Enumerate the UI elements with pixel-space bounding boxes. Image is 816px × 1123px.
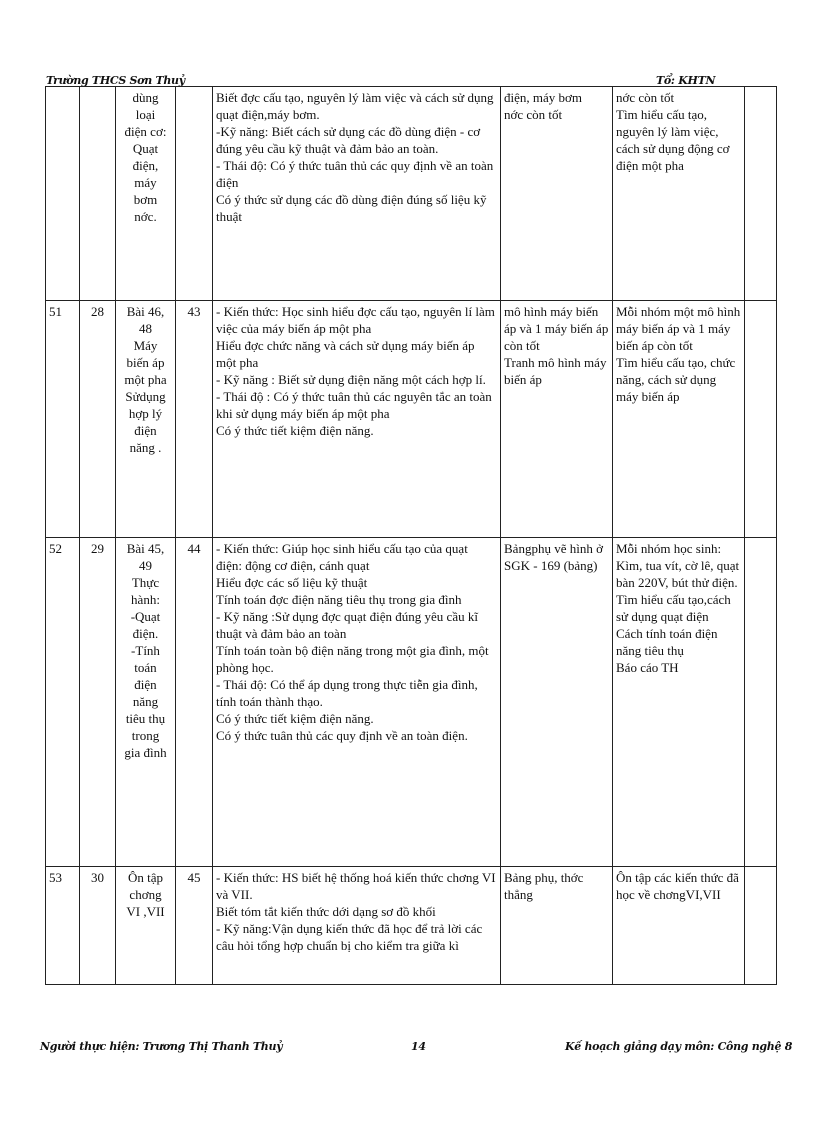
student-prep-line: Tìm hiểu cấu tạo,cách sử dụng quạt điện [616,592,731,624]
lesson-title-line: Máy [133,338,158,353]
period-number: 45 [187,870,201,885]
teacher-prep-line: Tranh mô hình máy biến áp [504,355,607,387]
requirement-line: Có ý thức tiết kiệm điện năng. [216,711,374,726]
student-prep-line: Ôn tập các kiến thức đã học về chơngVI,VII [616,870,739,902]
notes-cell [745,301,777,538]
lesson-title-line: năng . [129,440,162,455]
row-number-cell [46,301,80,538]
requirement-line: Có ý thức tiết kiệm điện năng. [216,423,374,438]
student-prep-cell [613,87,745,301]
requirement-line: Biết đợc cấu tạo, nguyên lý làm việc và cách sử dụng quạt điện,máy bơm. [216,90,494,122]
requirements-cell [213,538,501,867]
student-prep-line: Báo cáo TH [616,660,679,675]
student-prep-cell [613,867,745,985]
week-cell [80,87,116,301]
lesson-title-line: Sửdụng [125,389,166,404]
lesson-title-line: nớc. [134,209,157,224]
requirement-line: - Thái độ: Có thể áp dụng trong thực tiễn gia đình, tính toán thành thạo. [216,677,478,709]
lesson-title-line: -Quạt [130,609,161,624]
requirement-line: Hiểu đợc các số liệu kỹ thuật [216,575,368,590]
notes-cell [745,87,777,301]
week-cell [80,538,116,867]
lesson-title-line: Ôn tập [127,870,164,885]
lesson-title-line: năng [132,694,159,709]
notes-cell [745,867,777,985]
row-number: 51 [49,304,62,319]
page-number: 14 [411,1040,426,1053]
lesson-title-line: 49 [139,558,152,573]
notes-cell [745,538,777,867]
requirement-line: - Kỹ năng : Biết sử dụng điện năng một cách hợp lí. [216,372,486,387]
lesson-title-line: điện cơ: [124,124,167,139]
requirement-line: Tính toán đợc điện năng tiêu thụ trong gia đình [216,592,462,607]
requirement-line: Biết tóm tắt kiến thức dới dạng sơ đồ khối [216,904,436,919]
requirement-line: - Kiến thức: HS biết hệ thống hoá kiến thức chơng VI và VII. [216,870,496,902]
lesson-title-line: điện [134,423,157,438]
table-row [46,867,777,985]
requirement-line: - Kiến thức: Giúp học sinh hiểu cấu tạo của quạt điện: động cơ điện, cánh quạt [216,541,468,573]
lesson-title-cell [116,538,176,867]
lesson-title-line: gia đình [124,745,167,760]
requirements-cell [213,867,501,985]
teacher-prep-cell [501,301,613,538]
requirement-line: - Kỹ năng:Vận dụng kiến thức đã học để trả lời các câu hỏi tổng hợp chuẩn bị cho kiểm tra giữa kì [216,921,483,953]
lesson-title-line: tiêu thụ [125,711,166,726]
lesson-title-line: điện [134,677,157,692]
table-row [46,538,777,867]
teacher-prep-cell [501,87,613,301]
period-cell [176,538,213,867]
requirement-line: Tính toán toàn bộ điện năng trong một gia đình, một phòng học. [216,643,489,675]
lesson-title-line: toán [134,660,157,675]
header-department: Tổ: KHTN [656,74,716,87]
requirement-line: Có ý thức tuân thủ các quy định về an toàn điện. [216,728,468,743]
teacher-prep-cell [501,867,613,985]
lesson-title-line: loại [135,107,156,122]
teacher-prep-line: Bảng phụ, thớc thẳng [504,870,584,902]
student-prep-cell [613,538,745,867]
week-cell [80,301,116,538]
lesson-title-line: bơm [133,192,158,207]
lesson-title-line: chơng [129,887,162,902]
lesson-title-line: điện. [132,626,159,641]
lesson-title-cell [116,301,176,538]
lesson-title-line: một pha [124,372,167,387]
lesson-title-line: biến áp [126,355,165,370]
table-row [46,87,777,301]
requirement-line: - Kỹ năng :Sử dụng đợc quạt điện đúng yêu cầu kĩ thuật và đảm bảo an toàn [216,609,478,641]
lesson-plan-table [45,86,777,985]
lesson-title-line: dùng [132,90,159,105]
requirement-line: -Kỹ năng: Biết cách sử dụng các đồ dùng điện - cơ đúng yêu cầu kỹ thuật và đảm bảo an toàn. [216,124,481,156]
requirement-line: - Thái độ : Có ý thức tuân thủ các nguyên tắc an toàn khi sử dụng máy biến áp một pha [216,389,492,421]
lesson-title-line: máy [134,175,157,190]
lesson-title-line: Thực [131,575,160,590]
student-prep-line: Mỗi nhóm một mô hình máy biến áp và 1 máy biến áp còn tốt [616,304,741,353]
row-number-cell [46,538,80,867]
student-prep-cell [613,301,745,538]
lesson-title-line: hành: [131,592,160,607]
student-prep-line: Cách tính toán điện năng tiêu thụ [616,626,718,658]
week-cell [80,867,116,985]
teacher-prep-line: Bảngphụ vẽ hình ở SGK - 169 (bảng) [504,541,603,573]
student-prep-line: Tìm hiểu cấu tạo, chức năng, cách sử dụng máy biến áp [616,355,736,404]
row-number-cell [46,867,80,985]
lesson-title-line: 48 [139,321,152,336]
period-cell [176,867,213,985]
student-prep-line: nớc còn tốt [616,90,675,105]
period-cell [176,301,213,538]
header-school: Trường THCS Sơn Thuỷ [46,74,185,87]
lesson-title-line: -Tính [131,643,160,658]
student-prep-line: Tìm hiểu cấu tạo, nguyên lý làm việc, cách sử dụng động cơ điện một pha [616,107,730,173]
period-number: 44 [187,541,201,556]
lesson-title-line: điện, [132,158,159,173]
requirement-line: - Kiến thức: Học sinh hiểu đợc cấu tạo, nguyên lí làm việc của máy biến áp một pha [216,304,495,336]
week-number: 28 [91,304,104,319]
period-cell [176,87,213,301]
lesson-title-cell [116,87,176,301]
footer-author: Người thực hiện: Trương Thị Thanh Thuỷ [40,1040,283,1053]
lesson-title-line: Quạt [132,141,159,156]
period-number: 43 [187,304,201,319]
lesson-title-line: Bài 45, [126,541,165,556]
week-number: 29 [91,541,104,556]
requirement-line: Hiểu đợc chức năng và cách sử dụng máy biến áp một pha [216,338,475,370]
teacher-prep-cell [501,538,613,867]
lesson-title-line: Bài 46, [126,304,165,319]
lesson-title-line: trong [131,728,160,743]
teacher-prep-line: nớc còn tốt [504,107,563,122]
table-row [46,301,777,538]
requirements-cell [213,87,501,301]
row-number: 52 [49,541,62,556]
row-number-cell [46,87,80,301]
footer-plan-title: Kế hoạch giảng dạy môn: Công nghệ 8 [565,1040,793,1053]
teacher-prep-line: điện, máy bơm [504,90,582,105]
requirements-cell [213,301,501,538]
lesson-title-line: hợp lý [128,406,163,421]
lesson-title-line: VI ,VII [126,904,165,919]
row-number: 53 [49,870,62,885]
student-prep-line: Mỗi nhóm học sinh: [616,541,722,556]
week-number: 30 [91,870,104,885]
student-prep-line: Kìm, tua vít, cờ lê, quạt bàn 220V, bút thử điện. [616,558,740,590]
requirement-line: Có ý thức sử dụng các đồ dùng điện đúng số liệu kỹ thuật [216,192,487,224]
requirement-line: - Thái độ: Có ý thức tuân thủ các quy định về an toàn điện [216,158,494,190]
teacher-prep-line: mô hình máy biến áp và 1 máy biến áp còn tốt [504,304,609,353]
lesson-title-cell [116,867,176,985]
